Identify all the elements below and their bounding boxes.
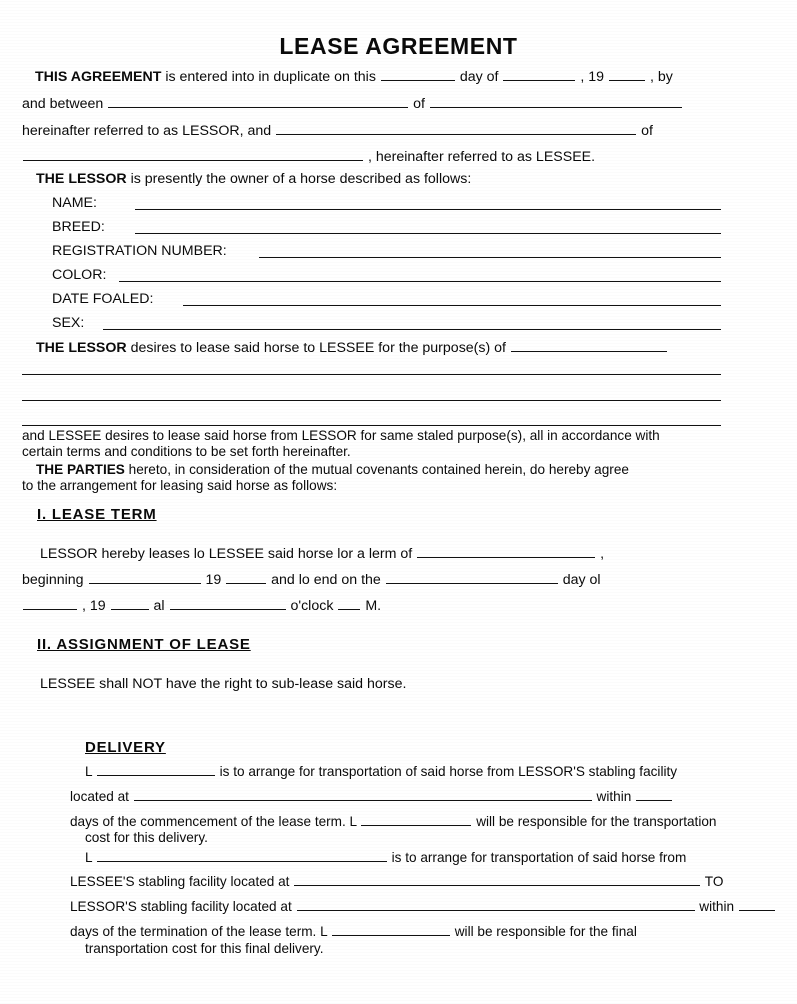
lease-begin-year-blank[interactable]: [226, 572, 266, 584]
lease-term-begin-year-label: 19: [205, 572, 222, 588]
field-rule-date-foaled[interactable]: [183, 305, 721, 306]
delivery-responsible-party-blank-1[interactable]: [361, 814, 471, 826]
lease-term-beginning-label: beginning: [22, 572, 84, 588]
delivery-line-5-text: is to arrange for transportation of said horse from: [391, 850, 687, 865]
field-label-name: NAME:: [52, 195, 97, 211]
recital-parties-rest: hereto, in consideration of the mutual covenants contained herein, do hereby agree: [128, 462, 629, 477]
section-heading-assignment-of-lease: II. ASSIGNMENT OF LEASE: [37, 636, 251, 653]
purpose-open-rule-3[interactable]: [22, 425, 721, 426]
lessor-address-blank[interactable]: [430, 96, 682, 108]
field-rule-name[interactable]: [135, 209, 721, 210]
lease-term-line-2: [22, 572, 601, 588]
page-title: LEASE AGREEMENT: [279, 33, 518, 59]
horse-description-intro: [36, 172, 471, 187]
preamble-lessor-label: hereinafter referred to as LESSOR, and: [22, 123, 272, 139]
horse-intro-bold: THE LESSOR: [36, 171, 127, 187]
preamble-line-3: [22, 123, 653, 139]
preamble-of-label-1: of: [413, 96, 426, 112]
lease-term-line-1-text: LESSOR hereby leases lo LESSEE said horse lor a lerm of: [40, 546, 413, 562]
delivery-line-9: transportation cost for this final delivery.: [85, 941, 324, 956]
lessee-name-blank[interactable]: [276, 123, 636, 135]
recital-line-1: and LESSEE desires to lease said horse from LESSOR for same staled purpose(s), all in accordance with: [22, 428, 660, 443]
field-rule-sex[interactable]: [103, 329, 721, 330]
purpose-open-rule-2[interactable]: [22, 400, 721, 401]
lessee-facility-address-blank[interactable]: [294, 874, 700, 886]
lease-term-length-blank[interactable]: [417, 546, 595, 558]
year-blank[interactable]: [609, 69, 645, 81]
field-label-sex: SEX:: [52, 315, 85, 331]
field-rule-breed[interactable]: [135, 233, 721, 234]
delivery-l-label-1: L: [85, 764, 93, 779]
lease-term-end-year-label: , 19: [81, 598, 106, 614]
lease-term-m-label: M.: [365, 598, 382, 614]
delivery-line-1-text: is to arrange for transportation of said horse from LESSOR'S stabling facility: [219, 764, 678, 779]
preamble-agreement-label: THIS AGREEMENT: [35, 69, 162, 85]
lease-term-line-1: [40, 546, 604, 562]
lease-term-end-label: and lo end on the: [271, 572, 381, 588]
preamble-line-4: [22, 149, 595, 165]
delivery-to-label: TO: [704, 874, 724, 889]
purpose-bold: THE LESSOR: [36, 340, 127, 356]
delivery-commencement-label: days of the commencement of the lease term. L: [70, 814, 357, 829]
recital-parties-bold: THE PARTIES: [36, 462, 125, 477]
field-label-registration-number: REGISTRATION NUMBER:: [52, 243, 227, 259]
delivery-line-8: [70, 924, 637, 939]
subsection-heading-delivery: DELIVERY: [85, 739, 166, 756]
delivery-responsible-party-blank-2[interactable]: [332, 924, 450, 936]
delivery-party-blank-2[interactable]: [97, 850, 387, 862]
purpose-open-rule-1[interactable]: [22, 374, 721, 375]
delivery-line-3-text: will be responsible for the transportation: [476, 814, 717, 829]
delivery-line-5: [85, 850, 686, 865]
lease-begin-date-blank[interactable]: [89, 572, 201, 584]
preamble-of-label-2: of: [641, 123, 653, 139]
preamble-line-2: [22, 96, 683, 112]
lease-term-line-3: [22, 598, 381, 614]
lessor-facility-address-blank[interactable]: [134, 789, 592, 801]
preamble-line-1: [35, 69, 673, 85]
preamble-line-1-text: is entered into in duplicate on this: [165, 69, 376, 85]
field-label-color: COLOR:: [52, 267, 107, 283]
field-rule-registration-number[interactable]: [259, 257, 721, 258]
day-blank[interactable]: [381, 69, 455, 81]
delivery-located-at-label-1: located at: [70, 789, 129, 804]
delivery-lessee-facility-label: LESSEE'S stabling facility located at: [70, 874, 290, 889]
recital-line-4: to the arrangement for leasing said horse as follows:: [22, 478, 338, 493]
preamble-lessee-label: , hereinafter referred to as LESSEE.: [367, 149, 596, 165]
lease-end-year-blank[interactable]: [111, 598, 149, 610]
horse-intro-rest: is presently the owner of a horse described as follows:: [130, 171, 472, 187]
lease-end-time-blank[interactable]: [170, 598, 286, 610]
delivery-line-3: [70, 814, 716, 829]
lease-end-day-blank[interactable]: [386, 572, 558, 584]
field-label-date-foaled: DATE FOALED:: [52, 291, 154, 307]
field-label-breed: BREED:: [52, 219, 105, 235]
preamble-by-label: , by: [649, 69, 673, 85]
preamble-day-of-label: day of: [459, 69, 499, 85]
recital-line-3: [36, 462, 629, 477]
delivery-line-4: cost for this delivery.: [85, 830, 208, 845]
assignment-of-lease-body: LESSEE shall NOT have the right to sub-lease said horse.: [40, 676, 407, 692]
delivery-party-blank-1[interactable]: [97, 764, 215, 776]
lease-end-month-blank[interactable]: [23, 598, 77, 610]
preamble-year-prefix: , 19: [580, 69, 605, 85]
delivery-lessor-facility-label: LESSOR'S stabling facility located at: [70, 899, 292, 914]
lessor-return-facility-address-blank[interactable]: [297, 899, 695, 911]
lessor-name-blank[interactable]: [108, 96, 408, 108]
delivery-l-label-2: L: [85, 850, 93, 865]
purpose-line: [36, 340, 668, 356]
delivery-days-blank-1[interactable]: [636, 789, 672, 801]
month-blank[interactable]: [503, 69, 575, 81]
delivery-within-label-2: within: [699, 899, 735, 914]
delivery-line-1: [85, 764, 677, 779]
lease-term-at-label: al: [153, 598, 165, 614]
lease-term-line-1-comma: ,: [600, 546, 605, 562]
lease-term-day-of-label: day ol: [562, 572, 601, 588]
lessee-address-blank[interactable]: [23, 149, 363, 161]
lease-end-ampm-blank[interactable]: [338, 598, 360, 610]
purpose-rest: desires to lease said horse to LESSEE for the purpose(s) of: [130, 340, 506, 356]
lease-term-oclock-label: o'clock: [290, 598, 334, 614]
preamble-and-between-label: and between: [22, 96, 104, 112]
delivery-line-7: [70, 899, 776, 914]
delivery-line-8-text: will be responsible for the final: [454, 924, 637, 939]
delivery-termination-label: days of the termination of the lease term. L: [70, 924, 328, 939]
delivery-within-label-1: within: [596, 789, 632, 804]
section-heading-lease-term: I. LEASE TERM: [37, 506, 157, 523]
delivery-days-blank-2[interactable]: [739, 899, 775, 911]
delivery-line-6: [70, 874, 723, 889]
recital-line-2: certain terms and conditions to be set forth hereinafter.: [22, 444, 351, 459]
purpose-blank[interactable]: [511, 340, 667, 352]
field-rule-color[interactable]: [119, 281, 721, 282]
delivery-line-2: [70, 789, 673, 804]
